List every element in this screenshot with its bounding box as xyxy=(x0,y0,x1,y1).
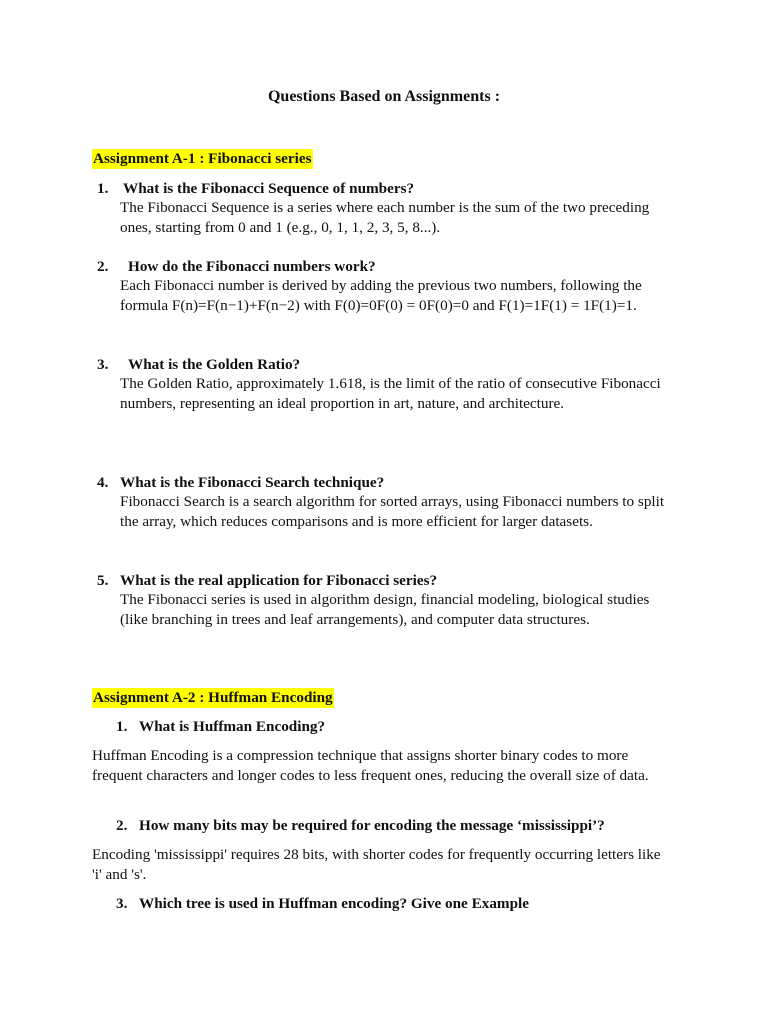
question-number: 3. xyxy=(116,895,128,912)
question-number: 5. xyxy=(97,572,109,589)
question-number: 2. xyxy=(116,817,128,834)
answer-a1-3: The Golden Ratio, approximately 1.618, is the limit of the ratio of consecutive Fibonacci numbers, representing an ideal proportion in art, nature, and architecture. xyxy=(120,375,661,412)
question-number: 3. xyxy=(97,356,109,373)
question-text: Which tree is used in Huffman encoding? Give one Example xyxy=(139,895,529,912)
answer-a2-2: Encoding 'mississippi' requires 28 bits, with shorter codes for frequently occurring letters like 'i' and 's'. xyxy=(92,846,661,883)
question-text: How do the Fibonacci numbers work? xyxy=(128,258,376,275)
question-number: 4. xyxy=(97,474,109,491)
question-number: 1. xyxy=(116,718,128,735)
question-text: What is the real application for Fibonacci series? xyxy=(120,572,438,589)
section-heading-a2: Assignment A-2 : Huffman Encoding xyxy=(93,689,333,706)
question-number: 2. xyxy=(97,258,109,275)
question-text: What is the Fibonacci Search technique? xyxy=(120,474,385,491)
answer-a1-2: Each Fibonacci number is derived by adding the previous two numbers, following the formula F(n)=F(n−1)+F(n−2) with F(0)=0F(0) = 0F(0)=0 and F(1)=1F(1) = 1F(1)=1. xyxy=(120,277,642,314)
answer-a1-4: Fibonacci Search is a search algorithm for sorted arrays, using Fibonacci numbers to split the array, which reduces comparisons and is more efficient for larger datasets. xyxy=(120,493,665,530)
question-number: 1. xyxy=(97,180,109,197)
answer-a1-5: The Fibonacci series is used in algorithm design, financial modeling, biological studies (like branching in trees and leaf arrangements), and computer data structures. xyxy=(120,591,650,628)
answer-a2-1: Huffman Encoding is a compression technique that assigns shorter binary codes to more frequent characters and longer codes to less frequent ones, reducing the overall size of data. xyxy=(92,747,649,784)
question-text: What is the Golden Ratio? xyxy=(128,356,301,373)
page-title: Questions Based on Assignments : xyxy=(267,88,501,105)
question-text: What is the Fibonacci Sequence of numbers? xyxy=(123,180,415,197)
section-heading-a1: Assignment A-1 : Fibonacci series xyxy=(93,150,312,167)
question-text: What is Huffman Encoding? xyxy=(139,718,326,735)
question-text: How many bits may be required for encoding the message ‘mississippi’? xyxy=(139,817,605,834)
answer-a1-1: The Fibonacci Sequence is a series where each number is the sum of the two preceding ones, starting from 0 and 1 (e.g., 0, 1, 1, 2, 3, 5, 8...). xyxy=(120,199,650,236)
